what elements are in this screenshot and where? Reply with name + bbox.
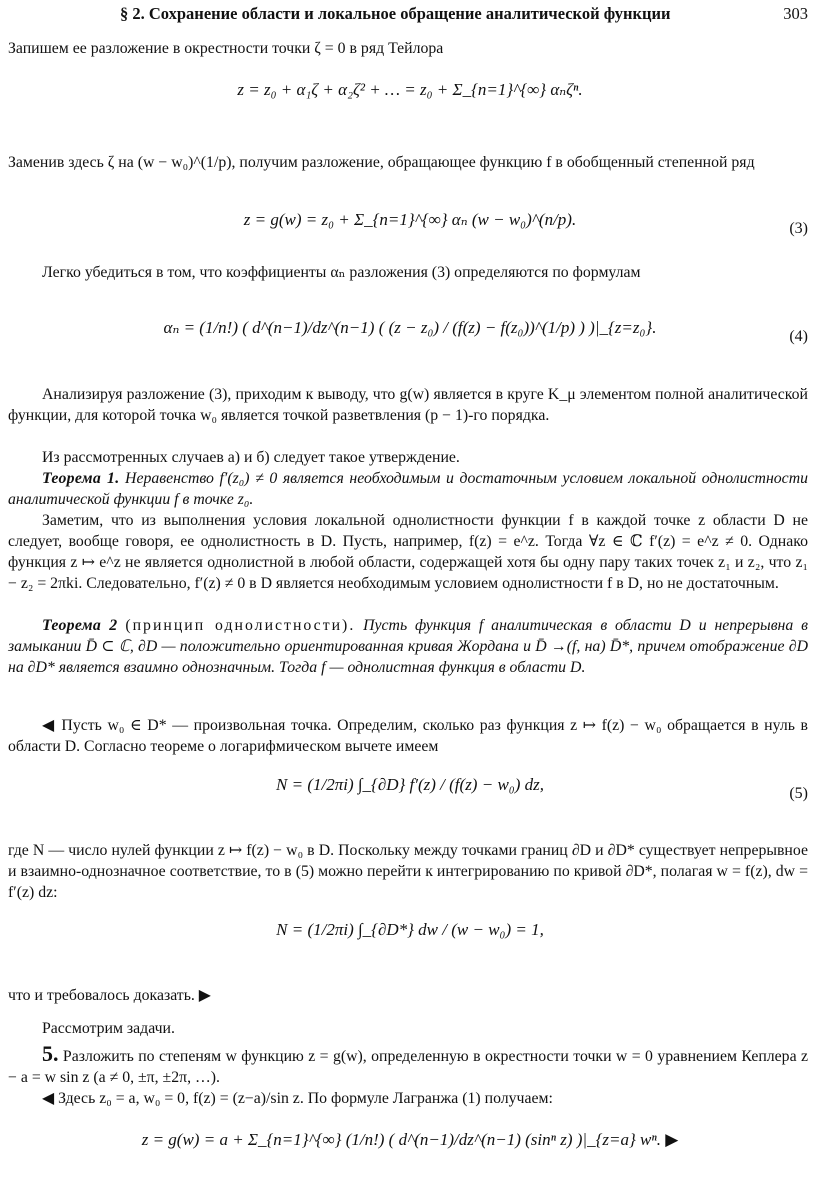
section-title: § 2. Сохранение области и локальное обращение аналитической функции xyxy=(120,4,671,23)
running-header xyxy=(0,4,820,26)
paragraph-proof-start: ◀ Пусть w₀ ∈ D* — произвольная точка. Определим, сколько раз функция z ↦ f(z) − w₀ обращается в нуль в области D. Согласно теореме о логарифмическом вычете имеем xyxy=(8,717,808,755)
equation-number-5: (5) xyxy=(789,785,808,802)
paragraph-zeros: где N — число нулей функции z ↦ f(z) − w₀ в D. Поскольку между точками границ ∂D и ∂D* существует непрерывное и взаимно-однозначное соответствие, то в (5) можно перейти к интегрированию по кривой ∂D*, полагая w = f(z), dw = f′(z) dz: xyxy=(8,842,808,901)
paragraph-remark: Заметим, что из выполнения условия локальной однолистности функции f в каждой точке z области D не следует, вообще говоря, ее однолистность в D. Пусть, например, f(z) = e^z. Тогда ∀z ∈ ℂ f′(z) = e^z ≠ 0. Однако функция z ↦ e^z не является однолистной в любой области, содержащей хотя бы одну пару таких точек z₁ и z₂, что z₁ − z₂ = 2πki. Следовательно, f′(z) ≠ 0 в D является необходимым условием однолистности f в D, но не достаточным. xyxy=(8,512,808,592)
problem-5 xyxy=(8,1043,808,1088)
theorem-1-label: Теорема 1. xyxy=(42,470,120,487)
equation-7: z = g(w) = a + Σ_{n=1}^{∞} (1/n!) ( d^(n−1)/dz^(n−1) (sinⁿ z) )|_{z=a} wⁿ. ▶ xyxy=(141,1130,679,1149)
equation-taylor-series: z = z₀ + α₁ζ + α₂ζ² + … = z₀ + Σ_{n=1}^{∞} αₙζⁿ. xyxy=(237,80,583,99)
theorem-1 xyxy=(8,468,808,510)
paragraph-taylor-intro: Запишем ее разложение в окрестности точки ζ = 0 в ряд Тейлора xyxy=(8,40,444,57)
paragraph-analysis: Анализируя разложение (3), приходим к выводу, что g(w) является в круге K_μ элементом полной аналитической функции, для которой точка w₀ является точкой разветвления (p − 1)-го порядка. xyxy=(8,386,808,424)
theorem-2-principle: (принцип однолистности). xyxy=(125,617,356,634)
theorem-2 xyxy=(8,615,808,678)
equation-5: N = (1/2πi) ∫_{∂D} f′(z) / (f(z) − w₀) dz, (5) xyxy=(276,775,808,802)
equation-number-4: (4) xyxy=(789,328,808,345)
paragraph-coefficients: Легко убедиться в том, что коэффициенты αₙ разложения (3) определяются по формулам xyxy=(42,264,641,281)
paragraph-cases: Из рассмотренных случаев а) и б) следует такое утверждение. xyxy=(42,449,460,466)
equation-3: z = g(w) = z₀ + Σ_{n=1}^{∞} αₙ (w − w₀)^(n/p). (3) xyxy=(243,210,808,237)
equation-4: αₙ = (1/n!) ( d^(n−1)/dz^(n−1) ( (z − z₀) / (f(z) − f(z₀))^(1/p) ) )|_{z=z₀}. (4) xyxy=(163,318,808,345)
problem-5-text: Разложить по степеням w функцию z = g(w), определенную в окрестности точки w = 0 уравнением Кеплера z − a = w sin z (a ≠ 0, ±π, ±2π, …). xyxy=(8,1048,808,1086)
theorem-1-text: Неравенство f′(z₀) ≠ 0 является необходимым и достаточным условием локальной однолистности аналитической функции f в точке z₀. xyxy=(8,470,809,508)
page-number: 303 xyxy=(783,4,808,23)
paragraph-lagrange: ◀ Здесь z₀ = a, w₀ = 0, f(z) = (z−a)/sin z. По формуле Лагранжа (1) получаем: xyxy=(42,1090,553,1107)
equation-number-3: (3) xyxy=(789,220,808,237)
problem-5-number: 5. xyxy=(42,1041,59,1066)
paragraph-problems: Рассмотрим задачи. xyxy=(42,1020,175,1037)
theorem-2-label: Теорема 2 xyxy=(42,617,118,634)
theorem-2-text: Пусть функция f аналитическая в области D и непрерывна в замыкании D̄ ⊂ ℂ, ∂D — положительно ориентированная кривая Жордана и D̄ →(f, на) D̄*, причем отображение ∂D на ∂D* является взаимно однозначным. Тогда f — однолистная функция в области D. xyxy=(8,617,808,676)
equation-6: N = (1/2πi) ∫_{∂D*} dw / (w − w₀) = 1, xyxy=(276,920,544,939)
paragraph-qed: что и требовалось доказать. ▶ xyxy=(8,987,211,1004)
paragraph-substitution: Заменив здесь ζ на (w − w₀)^(1/p), получим разложение, обращающее функцию f в обобщенный степенной ряд xyxy=(8,154,755,171)
